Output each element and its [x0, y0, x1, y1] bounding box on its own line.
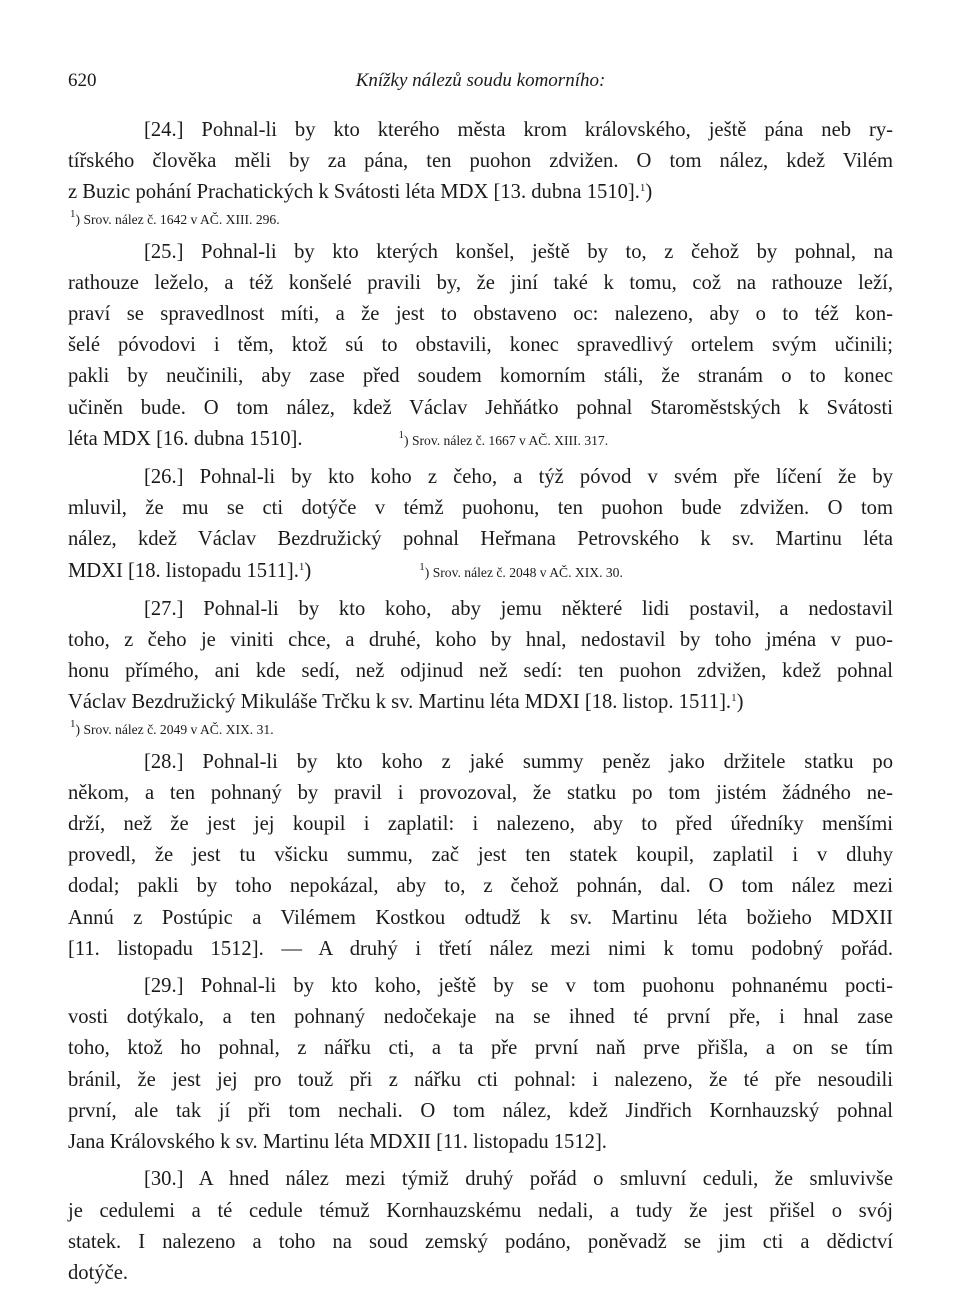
- text-line-content: léta MDX [16. dubna 1510].: [68, 427, 303, 450]
- paragraph-28: [68, 747, 893, 965]
- text-line: je cedulemi a té cedule témuž Kornhauzskému nedali, a tudy že jest přišel o svój: [68, 1199, 893, 1222]
- footnote-ref: 1: [731, 692, 737, 705]
- text-line: provedl, že jest tu všicku summu, zač jest ten statek koupil, zaplatil i v dluhy: [68, 844, 893, 867]
- text-line-content: z Buzic pohání Prachatických k Svátosti léta MDX [13. dubna 1510].: [68, 181, 640, 204]
- text-line: drží, než že jest jej koupil i zaplatil: i nalezeno, aby to před úředníky menšími: [68, 813, 893, 836]
- text-line: nález, kdež Václav Bezdružický pohnal Heřmana Petrovského k sv. Martinu léta: [68, 528, 893, 551]
- text-line: dotýče.: [68, 1261, 129, 1284]
- paragraph-27: [68, 594, 893, 741]
- paragraph-26: [68, 462, 893, 588]
- text-line: [29.] Pohnal-li by kto koho, ještě by se v tom puohonu pohnanému pocti-: [144, 975, 893, 998]
- text-line: učiněn bude. O tom nález, kdež Václav Jehňátko pohnal Staroměstských k Svátosti: [68, 396, 893, 419]
- text-line: Annú z Postúpic a Vilémem Kostkou odtudž k sv. Martinu léta božieho MDXII: [68, 906, 893, 929]
- paragraph-29: [68, 971, 893, 1158]
- footnote-ref: 1: [298, 560, 305, 573]
- footnote-mark: 1: [70, 207, 76, 220]
- footnote-mark: 1: [70, 717, 76, 730]
- footnote-paren: ): [75, 721, 81, 737]
- footnote-ref: 1: [639, 182, 646, 195]
- text-line: [24.] Pohnal-li by kto kterého města krom královského, ještě pána neb ry-: [144, 119, 893, 141]
- text-line: [11. listopadu 1512]. — A druhý i třetí nález mezi nimi k tomu podobný pořád.: [68, 937, 893, 960]
- footnote: [419, 560, 623, 580]
- footnote-text: Srov. nález č. 2048 v AČ. XIX. 30.: [432, 564, 623, 580]
- paragraph-30: [68, 1164, 893, 1289]
- text-line: mluvil, že mu se cti dotýče v témž puohonu, ten puohon bude zdvižen. O tom: [68, 497, 893, 520]
- text-line: první, ale tak jí při tom nechali. O tom nález, kdež Jindřich Kornhauzský pohnal: [68, 1099, 893, 1122]
- paragraph-25: [68, 237, 893, 456]
- text-line: [68, 424, 893, 456]
- text-line: šelé póvodovi i těm, ktož sú to obstavili, konec spravedlivý ortelem svým učinili;: [68, 334, 893, 357]
- text-line: [27.] Pohnal-li by kto koho, aby jemu některé lidi postavil, a nedostavil: [144, 597, 893, 620]
- text-line: [26.] Pohnal-li by kto koho z čeho, a týž póvod v svém pře líčení že by: [144, 466, 893, 489]
- text-line: praví se spravedlnost míti, a že jest to obstaveno oc: nalezeno, aby o to též kon-: [68, 303, 893, 326]
- footnote-mark: 1: [398, 428, 404, 441]
- footnote-text: Srov. nález č. 1642 v AČ. XIII. 296.: [83, 211, 280, 227]
- text-line: statek. I nalezeno a toho na soud zemský podáno, poněvadž se jim cti a dědictví: [68, 1230, 893, 1253]
- text-line: tířského člověka měli by za pána, ten puohon zdvižen. O tom nález, kdež Vilém: [68, 150, 893, 173]
- closing-paren: ): [304, 559, 312, 582]
- text-line: vosti dotýkalo, a ten pohnaný nedočekaje na se ihned té první pře, i hnal zase: [68, 1006, 893, 1029]
- text-line: [68, 687, 893, 718]
- paragraph-24: [68, 115, 893, 231]
- text-line: [68, 177, 893, 208]
- text-line: toho, z čeho je viniti chce, a druhé, koho by hnal, nedostavil by toho jména v puo-: [68, 629, 893, 652]
- page-header: [68, 70, 893, 100]
- footnote: [68, 719, 893, 741]
- text-line: toho, ktož ho pohnal, z nářku cti, a ta pře první naň prve přišla, a on se tím: [68, 1037, 893, 1060]
- footnote-mark: 1: [419, 560, 425, 573]
- footnote: [398, 428, 609, 448]
- text-line: [68, 556, 893, 588]
- text-line: [25.] Pohnal-li by kto kterých konšel, ještě by to, z čehož by pohnal, na: [144, 240, 893, 263]
- text-line-content: Václav Bezdružický Mikuláše Trčku k sv. Martinu léta MDXI [18. listop. 1511].: [68, 691, 732, 714]
- closing-paren: ): [645, 181, 653, 204]
- text-body: [68, 115, 893, 1289]
- text-line: dodal; pakli by toho nepokázal, aby to, z čehož pohnán, dal. O tom nález mezi: [68, 875, 893, 898]
- closing-paren: ): [736, 691, 744, 714]
- footnote: [68, 209, 893, 231]
- footnote-paren: ): [424, 564, 430, 580]
- text-line: bránil, že jest jej pro touž při z nářku cti pohnal: i nalezeno, že té pře nesoudili: [68, 1068, 893, 1091]
- text-line-content: MDXI [18. listopadu 1511].: [68, 559, 299, 582]
- text-line: pakli by neučinili, aby zase před soudem komorním stáli, že stranám o to konec: [68, 365, 893, 388]
- text-line: rathouze leželo, a též konšelé pravili by, že jiní také k tomu, což na rathouze leží,: [68, 271, 893, 294]
- running-title: Knížky nálezů soudu komorního:: [355, 70, 606, 91]
- page-number: 620: [68, 70, 97, 91]
- footnote-paren: ): [404, 432, 409, 448]
- text-line: někom, a ten pohnaný by pravil i provozoval, že statku po tom jistém žádného ne-: [68, 781, 893, 804]
- footnote-text: Srov. nález č. 2049 v AČ. XIX. 31.: [83, 721, 274, 737]
- text-line: [30.] A hned nález mezi týmiž druhý pořád o smluvní ceduli, že smluvivše: [144, 1168, 893, 1191]
- text-line: Jana Královského k sv. Martinu léta MDXII [11. listopadu 1512].: [68, 1131, 607, 1154]
- footnote-paren: ): [75, 211, 81, 227]
- text-line: [28.] Pohnal-li by kto koho z jaké summy peněz jako držitele statku po: [144, 750, 893, 773]
- footnote-text: Srov. nález č. 1667 v AČ. XIII. 317.: [411, 432, 609, 448]
- text-line: honu přímého, ani kde sedí, než odjinud než sedí: ten puohon zdvižen, kdež pohnal: [68, 660, 893, 683]
